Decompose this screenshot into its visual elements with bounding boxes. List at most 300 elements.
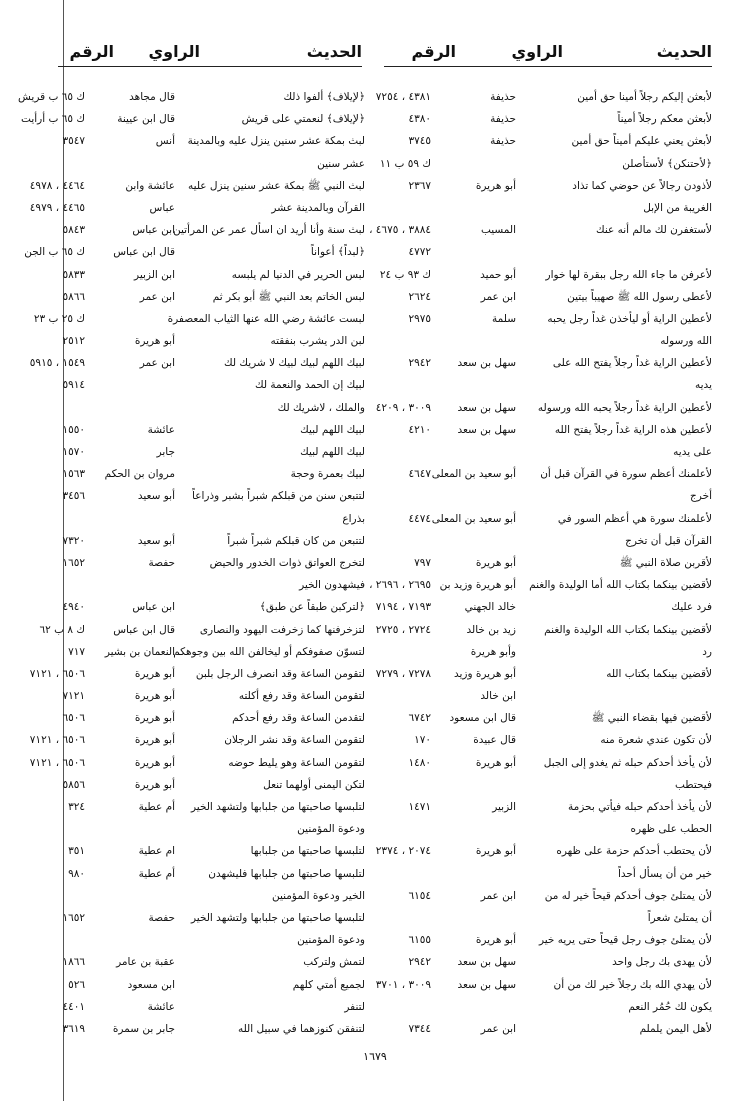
hadith-number: ٢٣٦٧ bbox=[408, 179, 431, 192]
hadith-text: لأقضين بينكما بكتاب الله bbox=[606, 667, 712, 680]
table-row bbox=[380, 796, 712, 818]
hadith-number: ٥٩١٤ bbox=[62, 379, 85, 392]
narrator-name: أبو هريرة bbox=[134, 756, 175, 769]
hadith-text: لأعطين هذه الراية غداً رجلاً يفتح الله bbox=[554, 423, 712, 436]
hadith-number: ٥٢٦ bbox=[68, 978, 85, 991]
narrator-name: ابن الزبير bbox=[134, 268, 175, 281]
hadith-text: لأن يهدي الله بك رجلاً خير لك من أن bbox=[553, 978, 712, 991]
narrator-name: ابن عمر bbox=[480, 290, 516, 303]
narrator-name: ابن عباس bbox=[132, 601, 175, 614]
narrator-name: أبو هريرة bbox=[134, 734, 175, 747]
table-row bbox=[380, 463, 712, 485]
narrator-name: عائشة bbox=[147, 423, 175, 436]
hadith-text: لأبعثن معكم رجلاً أميناً bbox=[617, 113, 712, 126]
hadith-text: لأعلمنك أعظم سورة في القرآن قبل أن bbox=[540, 468, 712, 481]
narrator-name: قال مجاهد bbox=[129, 91, 175, 103]
table-row bbox=[369, 574, 712, 596]
table-row bbox=[10, 108, 365, 130]
table-row bbox=[380, 729, 712, 751]
hadith-text: لأعطين الراية غداً رجلاً يفتح الله على bbox=[552, 357, 712, 370]
hadith-text: لتقومن الساعة وقد رفع أكلته bbox=[238, 690, 365, 703]
narrator-name: حفصة bbox=[148, 556, 175, 569]
narrator-name: خالد الجهني bbox=[464, 601, 516, 614]
narrator-name: عقبة بن عامر bbox=[116, 956, 175, 969]
table-row bbox=[375, 840, 712, 862]
hadith-text: لتقدمن الساعة وقد رفع أحدكم bbox=[232, 712, 365, 725]
narrator-name: حفصة bbox=[148, 911, 175, 924]
table-row bbox=[10, 86, 365, 108]
hadith-text: فيحتطب bbox=[674, 778, 712, 791]
hadith-text: لبيك اللهم لبيك لبيك لا شريك لك bbox=[223, 357, 365, 370]
narrator-name: ابن عباس bbox=[132, 224, 175, 237]
hadith-number: ١٤٨٠ bbox=[408, 756, 431, 769]
narrator-name: قال ابن مسعود bbox=[449, 712, 516, 725]
hadith-text: لأن يمتلئ جوف أحدكم قيحاً خير له من bbox=[544, 889, 712, 902]
hadith-text: على يديه bbox=[673, 446, 712, 458]
table-row bbox=[380, 951, 712, 973]
hadith-number: ٥٨٦٦ bbox=[62, 290, 85, 303]
narrator-name: عائشة bbox=[147, 1000, 175, 1013]
narrator-name: ابن عمر bbox=[480, 889, 516, 902]
table-row bbox=[10, 219, 365, 241]
hadith-number: ٤٤٦٥ ، ٤٩٧٩ bbox=[29, 201, 85, 214]
hadith-text: لبيك بعمرة وحجة bbox=[290, 468, 365, 481]
hadith-number: ٣٥٤٧ bbox=[62, 135, 85, 148]
table-row bbox=[10, 441, 365, 463]
hadith-text: يديه bbox=[695, 379, 712, 392]
table-row bbox=[380, 818, 712, 840]
table-row bbox=[10, 352, 365, 374]
table-row bbox=[380, 441, 712, 463]
narrator-name: أبو هريرة bbox=[134, 712, 175, 725]
table-row bbox=[10, 175, 365, 197]
table-row bbox=[10, 574, 365, 596]
narrator-name: ابن مسعود bbox=[127, 978, 175, 991]
hadith-number: ٦١٥٤ bbox=[408, 889, 431, 902]
hadith-number: ٣٥١ bbox=[68, 845, 85, 858]
hadith-number: ٧٣٤٤ bbox=[408, 1022, 431, 1035]
hadith-text: ودعوة المؤمنين bbox=[297, 823, 365, 836]
hadith-number: ك ٦٥ ب الجن bbox=[24, 246, 85, 259]
table-row bbox=[375, 619, 712, 641]
hadith-text: لأقربن صلاة النبي ﷺ bbox=[619, 556, 712, 569]
table-row bbox=[10, 974, 365, 996]
hadith-number: ك ٩٣ ب ٢٤ bbox=[379, 268, 431, 281]
hadith-number: ١٦٥٢ bbox=[62, 911, 85, 924]
narrator-name: أبو سعيد بن المعلى bbox=[431, 468, 516, 481]
narrator-name: جابر بن سمرة bbox=[112, 1022, 175, 1035]
page-number: ١٦٧٩ bbox=[363, 1050, 387, 1063]
narrator-name: سهل بن سعد bbox=[457, 401, 516, 414]
hadith-text: لتقومن الساعة وقد نشر الرجلان bbox=[224, 734, 365, 747]
hadith-number: ٧٩٧ bbox=[414, 556, 431, 569]
hadith-text: لأعطين الراية غداً رجلاً يحبه الله ورسوله bbox=[537, 401, 712, 414]
table-row bbox=[10, 130, 365, 152]
table-row bbox=[10, 818, 365, 840]
narrator-name: أبو هريرة bbox=[475, 934, 516, 947]
hadith-text: لأقضين بينكما بكتاب الله الوليدة والغنم bbox=[544, 623, 712, 636]
table-row bbox=[375, 86, 712, 108]
table-row bbox=[380, 264, 712, 286]
hadith-number: ٥٨٣٣ bbox=[62, 268, 85, 281]
narrator-name: سهل بن سعد bbox=[457, 978, 516, 991]
table-row bbox=[10, 707, 365, 729]
hadith-text: لبث النبي ﷺ بمكة عشر سنين ينزل عليه bbox=[188, 179, 365, 192]
hadith-text: لأن يحتطب أحدكم حزمة على ظهره bbox=[556, 845, 712, 858]
narrator-name: قال ابن عباس bbox=[113, 623, 175, 636]
hadith-text: رد bbox=[702, 645, 712, 658]
hadith-number: ٤٤٧٤ bbox=[408, 512, 431, 525]
narrator-name: أبو هريرة bbox=[134, 778, 175, 791]
table-row bbox=[375, 596, 712, 618]
hadith-text: لبيك اللهم لبيك bbox=[300, 423, 365, 436]
table-row bbox=[10, 153, 365, 175]
narrator-name: المسيب bbox=[480, 224, 516, 237]
left-header-rule bbox=[58, 66, 362, 67]
hadith-text: الله ورسوله bbox=[660, 335, 712, 348]
hadith-text: ﴿لتركبن طبقاً عن طبق﴾ bbox=[259, 601, 365, 614]
hadith-number: ٤٣٨٠ bbox=[408, 113, 431, 126]
hadith-number: ٢٩٤٢ bbox=[408, 956, 431, 969]
narrator-name: حذيفة bbox=[490, 135, 516, 148]
hadith-number: ٦٥٠٦ ، ٧١٢١ bbox=[29, 756, 85, 769]
table-row bbox=[10, 685, 365, 707]
hadith-number: ٣٧٤٥ bbox=[408, 135, 431, 148]
table-row bbox=[380, 552, 712, 574]
table-row bbox=[380, 752, 712, 774]
table-row bbox=[380, 907, 712, 929]
hadith-text: لجميع أمتي كلهم bbox=[292, 978, 365, 991]
table-row bbox=[375, 397, 712, 419]
table-row bbox=[380, 308, 712, 330]
table-row bbox=[380, 508, 712, 530]
hadith-text: لتنفقن كنوزهما في سبيل الله bbox=[237, 1022, 365, 1035]
hadith-text: الغريبة من الإبل bbox=[643, 201, 712, 214]
left-header-narrator: الراوي bbox=[148, 42, 200, 61]
hadith-number: ٧٣٢٠ bbox=[62, 534, 85, 547]
right-header-narrator: الراوي bbox=[511, 42, 563, 61]
hadith-text: ﴿لإيلاف﴾ لنعمتي على قريش bbox=[241, 113, 365, 126]
hadith-text: الخير ودعوة المؤمنين bbox=[271, 889, 365, 902]
narrator-name: قال ابن عيينة bbox=[117, 113, 175, 126]
table-row bbox=[10, 197, 365, 219]
table-row bbox=[380, 707, 712, 729]
hadith-text: لبيك اللهم لبيك bbox=[300, 446, 365, 458]
hadith-text: لأن تكون عندي شعرة منه bbox=[600, 734, 712, 747]
table-row bbox=[380, 330, 712, 352]
hadith-number: ١٦٥٢ bbox=[62, 556, 85, 569]
hadith-text: لتزخرفنها كما زخرفت اليهود والنصارى bbox=[199, 623, 365, 636]
narrator-name: أبو هريرة bbox=[134, 690, 175, 703]
table-row bbox=[380, 241, 712, 263]
hadith-number: ١٥٤٩ ، ٥٩١٥ bbox=[29, 357, 85, 370]
narrator-name: أبو هريرة bbox=[134, 335, 175, 348]
right-header-hadith: الحديث bbox=[656, 42, 712, 61]
hadith-text: لبن الدر يشرب بنفقته bbox=[270, 335, 365, 348]
hadith-text: لأعطى رسول الله ﷺ صهيباً بيتين bbox=[567, 290, 712, 303]
hadith-number: ك ٥٩ ب ١١ bbox=[379, 157, 431, 170]
hadith-text: لأعرفن ما جاء الله رجل ببقرة لها خوار bbox=[545, 268, 712, 281]
narrator-name: ابن عمر bbox=[139, 357, 175, 370]
table-row bbox=[10, 641, 365, 663]
hadith-number: ٤٣٨١ ، ٧٢٥٤ bbox=[375, 91, 431, 103]
hadith-number: ٤٤٦٤ ، ٤٩٧٨ bbox=[29, 179, 85, 192]
hadith-number: ٦٥٠٦ ، ٧١٢١ bbox=[29, 734, 85, 747]
table-row bbox=[380, 685, 712, 707]
narrator-name: أبو هريرة bbox=[475, 845, 516, 858]
hadith-text: لأن يأخذ أحدكم حبله فيأتي بحزمة bbox=[568, 801, 712, 813]
hadith-number: ٢٦٩٥ ، ٢٦٩٦ ، bbox=[369, 579, 431, 592]
table-row bbox=[10, 1018, 365, 1040]
narrator-name: أم عطية bbox=[138, 867, 175, 880]
hadith-text: فرد عليك bbox=[671, 601, 712, 614]
table-row bbox=[10, 863, 365, 885]
right-header-number: الرقم bbox=[411, 42, 456, 61]
table-row bbox=[10, 308, 365, 330]
hadith-text: لتكن اليمنى أولهما تنعل bbox=[263, 778, 365, 791]
hadith-number: ٢٥١٢ bbox=[62, 335, 85, 348]
hadith-text: لأبعثن يعني عليكم أميناً حق أمين bbox=[571, 135, 712, 148]
narrator-name: أبو هريرة وزيد بن bbox=[439, 579, 516, 592]
hadith-text: لأعلمنك سورة هي أعظم السور في bbox=[557, 512, 712, 525]
hadith-text: لأذودن رجالاً عن حوضي كما تذاد bbox=[572, 179, 712, 192]
left-index-table bbox=[10, 86, 365, 1040]
hadith-number: ٥٨٥٦ bbox=[62, 778, 85, 791]
narrator-name: أم عطية bbox=[138, 801, 175, 813]
hadith-text: والملك ، لاشريك لك bbox=[277, 401, 365, 414]
hadith-text: ﴿لإيلاف﴾ ألفوا ذلك bbox=[283, 91, 365, 103]
table-row bbox=[375, 663, 712, 685]
table-row bbox=[380, 197, 712, 219]
narrator-name: النعمان بن بشير bbox=[104, 645, 175, 658]
hadith-text: لتقومن الساعة وهو يليط حوضه bbox=[228, 756, 365, 769]
table-row bbox=[10, 264, 365, 286]
hadith-number: ٧١٧ bbox=[68, 645, 85, 658]
table-row bbox=[380, 863, 712, 885]
table-row bbox=[10, 752, 365, 774]
hadith-text: لأعطين الراية أو ليأخذن غداً رجل يحبه bbox=[547, 312, 712, 325]
hadith-number: ٣٨٨٤ ، ٤٦٧٥ ، bbox=[369, 224, 431, 237]
hadith-number: ك ٦٥ ب أرأيت bbox=[21, 113, 85, 126]
narrator-name: زيد بن خالد bbox=[466, 623, 516, 636]
table-row bbox=[10, 552, 365, 574]
hadith-text: لتتبعن سنن من قبلكم شبراً بشبر وذراعاً bbox=[192, 490, 365, 503]
hadith-text: ودعوة المؤمنين bbox=[297, 934, 365, 947]
table-row bbox=[375, 974, 712, 996]
hadith-number: ٤٤٠١ bbox=[62, 1000, 85, 1013]
hadith-number: ١٥٦٣ bbox=[62, 468, 85, 481]
hadith-text: الحطب على ظهره bbox=[630, 823, 712, 836]
hadith-number: ٦٧٤٢ bbox=[408, 712, 431, 725]
hadith-number: ٥٨٤٣ bbox=[62, 224, 85, 237]
hadith-number: ٤٩٤٠ bbox=[62, 601, 85, 614]
table-row bbox=[380, 774, 712, 796]
hadith-text: لأن يهدى بك رجل واحد bbox=[612, 956, 712, 969]
hadith-number: ك ٢٥ ب ٢٣ bbox=[33, 312, 85, 325]
hadith-text: لبث بمكة عشر سنين ينزل عليه وبالمدينة bbox=[187, 135, 365, 148]
hadith-number: ك ٨ ب ٦٢ bbox=[39, 623, 85, 636]
narrator-name: سلمة bbox=[492, 312, 516, 325]
hadith-text: لبث سنة وأنا أريد ان اسأل عمر عن المرأتين bbox=[172, 224, 365, 237]
table-row bbox=[10, 663, 365, 685]
table-row bbox=[10, 530, 365, 552]
hadith-number: ٧١٢١ bbox=[62, 690, 85, 703]
hadith-text: لتتبعن من كان قبلكم شبراً شبراً bbox=[227, 534, 365, 547]
hadith-number: ٢٦٢٤ bbox=[408, 290, 431, 303]
hadith-text: لأستغفرن لك مالم أنه عنك bbox=[596, 224, 712, 237]
narrator-name: قال ابن عباس bbox=[113, 246, 175, 259]
table-row bbox=[10, 419, 365, 441]
hadith-number: ٣٦١٩ bbox=[62, 1022, 85, 1035]
right-header-rule bbox=[384, 66, 712, 67]
hadith-number: ٢٩٤٢ bbox=[408, 357, 431, 370]
narrator-name: جابر bbox=[156, 446, 175, 458]
hadith-text: لتلبسها صاحبتها من جلبابها ولتشهد الخير bbox=[190, 911, 365, 924]
narrator-name: حذيفة bbox=[490, 91, 516, 103]
hadith-text: لأن يمتلئ جوف رجل قيحاً حتى يريه خير bbox=[538, 934, 712, 947]
table-row bbox=[380, 1018, 712, 1040]
table-row bbox=[380, 530, 712, 552]
hadith-number: ٧١٩٣ ، ٧١٩٤ bbox=[375, 601, 431, 614]
hadith-text: ﴿لبداً﴾ أعواناً bbox=[310, 246, 365, 259]
narrator-name: أبو هريرة bbox=[475, 179, 516, 192]
table-row bbox=[380, 374, 712, 396]
table-row bbox=[10, 596, 365, 618]
hadith-text: لتلبسها صاحبتها من جلبابها ولتشهد الخير bbox=[190, 801, 365, 813]
right-index-table bbox=[369, 86, 712, 1040]
table-row bbox=[10, 907, 365, 929]
hadith-number: ٢٠٧٤ ، ٢٣٧٤ bbox=[375, 845, 431, 858]
table-row bbox=[10, 286, 365, 308]
narrator-name: عائشة وابن bbox=[125, 179, 175, 192]
hadith-text: لأبعثن إليكم رجلاً أمينا حق أمين bbox=[577, 91, 712, 103]
table-row bbox=[380, 419, 712, 441]
narrator-name: ابن عمر bbox=[480, 1022, 516, 1035]
hadith-number: ٤٧٧٢ bbox=[408, 246, 431, 259]
hadith-text: لتلبسها صاحبتها من جلبابها bbox=[250, 845, 365, 858]
narrator-name: أبو هريرة bbox=[475, 556, 516, 569]
hadith-number: ٤٢١٠ bbox=[408, 423, 431, 436]
narrator-name: أبو سعيد bbox=[137, 534, 175, 547]
hadith-number: ٧٢٧٨ ، ٧٢٧٩ bbox=[375, 667, 431, 680]
table-row bbox=[10, 929, 365, 951]
table-row bbox=[10, 508, 365, 530]
hadith-text: لتقومن الساعة وقد انصرف الرجل بلبن bbox=[195, 667, 365, 680]
hadith-text: لبست عائشة رضي الله عنها الثياب المعصفرة bbox=[167, 312, 365, 325]
hadith-text: لبس الخاتم بعد النبي ﷺ أبو بكر ثم bbox=[212, 290, 365, 303]
hadith-text: أن يمتلئ شعراً bbox=[647, 911, 712, 924]
hadith-text: القرآن قبل أن تخرج bbox=[625, 534, 712, 547]
narrator-name: عباس bbox=[149, 201, 175, 214]
hadith-text: لبس الحرير في الدنيا لم يلبسه bbox=[231, 268, 365, 281]
hadith-text: لبيك إن الحمد والنعمة لك bbox=[254, 379, 365, 392]
table-row bbox=[380, 175, 712, 197]
table-row bbox=[10, 397, 365, 419]
narrator-name: سهل بن سعد bbox=[457, 357, 516, 370]
narrator-name: وأبو هريرة bbox=[470, 645, 516, 658]
hadith-text: لتلبسها صاحبتها من جلبابها فليشهدن bbox=[208, 867, 365, 880]
table-row bbox=[10, 374, 365, 396]
hadith-number: ١٤٧١ bbox=[408, 801, 431, 813]
hadith-number: ٣٤٥٦ bbox=[62, 490, 85, 503]
narrator-name: أبو هريرة bbox=[134, 667, 175, 680]
hadith-number: ٢٧٢٤ ، ٢٧٢٥ bbox=[375, 623, 431, 636]
table-row bbox=[380, 641, 712, 663]
hadith-number: ٦١٥٥ bbox=[408, 934, 431, 947]
narrator-name: سهل بن سعد bbox=[457, 423, 516, 436]
table-row bbox=[10, 885, 365, 907]
hadith-number: ١٧٠ bbox=[414, 734, 431, 747]
hadith-number: ٩٨٠ bbox=[68, 867, 85, 880]
hadith-text: لتمش ولتركب bbox=[303, 956, 365, 969]
hadith-text: لأهل اليمن يلملم bbox=[639, 1022, 712, 1035]
narrator-name: مروان بن الحكم bbox=[104, 468, 175, 481]
hadith-text: لتخرج العواتق ذوات الخدور والحيض bbox=[209, 556, 365, 569]
hadith-text: عشر سنين bbox=[317, 157, 365, 170]
table-row bbox=[369, 219, 712, 241]
table-row bbox=[10, 951, 365, 973]
narrator-name: ابن عمر bbox=[139, 290, 175, 303]
table-row bbox=[380, 996, 712, 1018]
table-row bbox=[380, 108, 712, 130]
table-row bbox=[10, 485, 365, 507]
narrator-name: أنس bbox=[155, 135, 175, 148]
narrator-name: ام عطية bbox=[138, 845, 175, 858]
left-header-hadith: الحديث bbox=[306, 42, 362, 61]
left-header-number: الرقم bbox=[69, 42, 114, 61]
hadith-text: القرآن وبالمدينة عشر bbox=[271, 201, 365, 214]
hadith-number: ١٥٥٠ bbox=[62, 423, 85, 436]
hadith-number: ١٨٦٦ bbox=[62, 956, 85, 969]
hadith-text: ﴿لأحتنكن﴾ لأستأصلن bbox=[622, 157, 712, 170]
hadith-text: خير من أن يسأل أحداً bbox=[617, 867, 712, 880]
table-row bbox=[10, 774, 365, 796]
table-row bbox=[10, 729, 365, 751]
table-row bbox=[10, 996, 365, 1018]
table-row bbox=[380, 485, 712, 507]
table-row bbox=[380, 352, 712, 374]
table-row bbox=[380, 286, 712, 308]
table-row bbox=[10, 463, 365, 485]
hadith-number: ١٥٧٠ bbox=[62, 446, 85, 458]
table-row bbox=[10, 840, 365, 862]
hadith-text: لتنفر bbox=[344, 1000, 365, 1013]
table-row bbox=[380, 929, 712, 951]
table-row bbox=[380, 885, 712, 907]
narrator-name: أبو سعيد بن المعلى bbox=[431, 512, 516, 525]
hadith-text: يكون لك حُمُر النعم bbox=[628, 1000, 712, 1013]
narrator-name: أبو هريرة bbox=[475, 756, 516, 769]
table-row bbox=[10, 330, 365, 352]
hadith-text: فيشهدون الخير bbox=[299, 579, 365, 592]
hadith-number: ٤٦٤٧ bbox=[408, 468, 431, 481]
hadith-number: ٦٥٠٦ ، ٧١٢١ bbox=[29, 667, 85, 680]
narrator-name: الزبير bbox=[492, 801, 516, 813]
hadith-number: ٣٠٠٩ ، ٤٢٠٩ bbox=[375, 401, 431, 414]
table-row bbox=[380, 153, 712, 175]
hadith-number: ٣٠٠٩ ، ٣٧٠١ bbox=[375, 978, 431, 991]
narrator-name: سهل بن سعد bbox=[457, 956, 516, 969]
hadith-text: بذراع bbox=[342, 512, 365, 525]
narrator-name: حذيفة bbox=[490, 113, 516, 126]
hadith-text: لأن يأخذ أحدكم حبله ثم يغدو إلى الجبل bbox=[543, 756, 712, 769]
narrator-name: قال عبيدة bbox=[473, 734, 516, 747]
hadith-text: لأقضين فيها بقضاء النبي ﷺ bbox=[591, 712, 712, 725]
table-row bbox=[380, 130, 712, 152]
hadith-number: ٢٩٧٥ bbox=[408, 312, 431, 325]
table-row bbox=[10, 796, 365, 818]
narrator-name: أبو حميد bbox=[480, 268, 516, 281]
